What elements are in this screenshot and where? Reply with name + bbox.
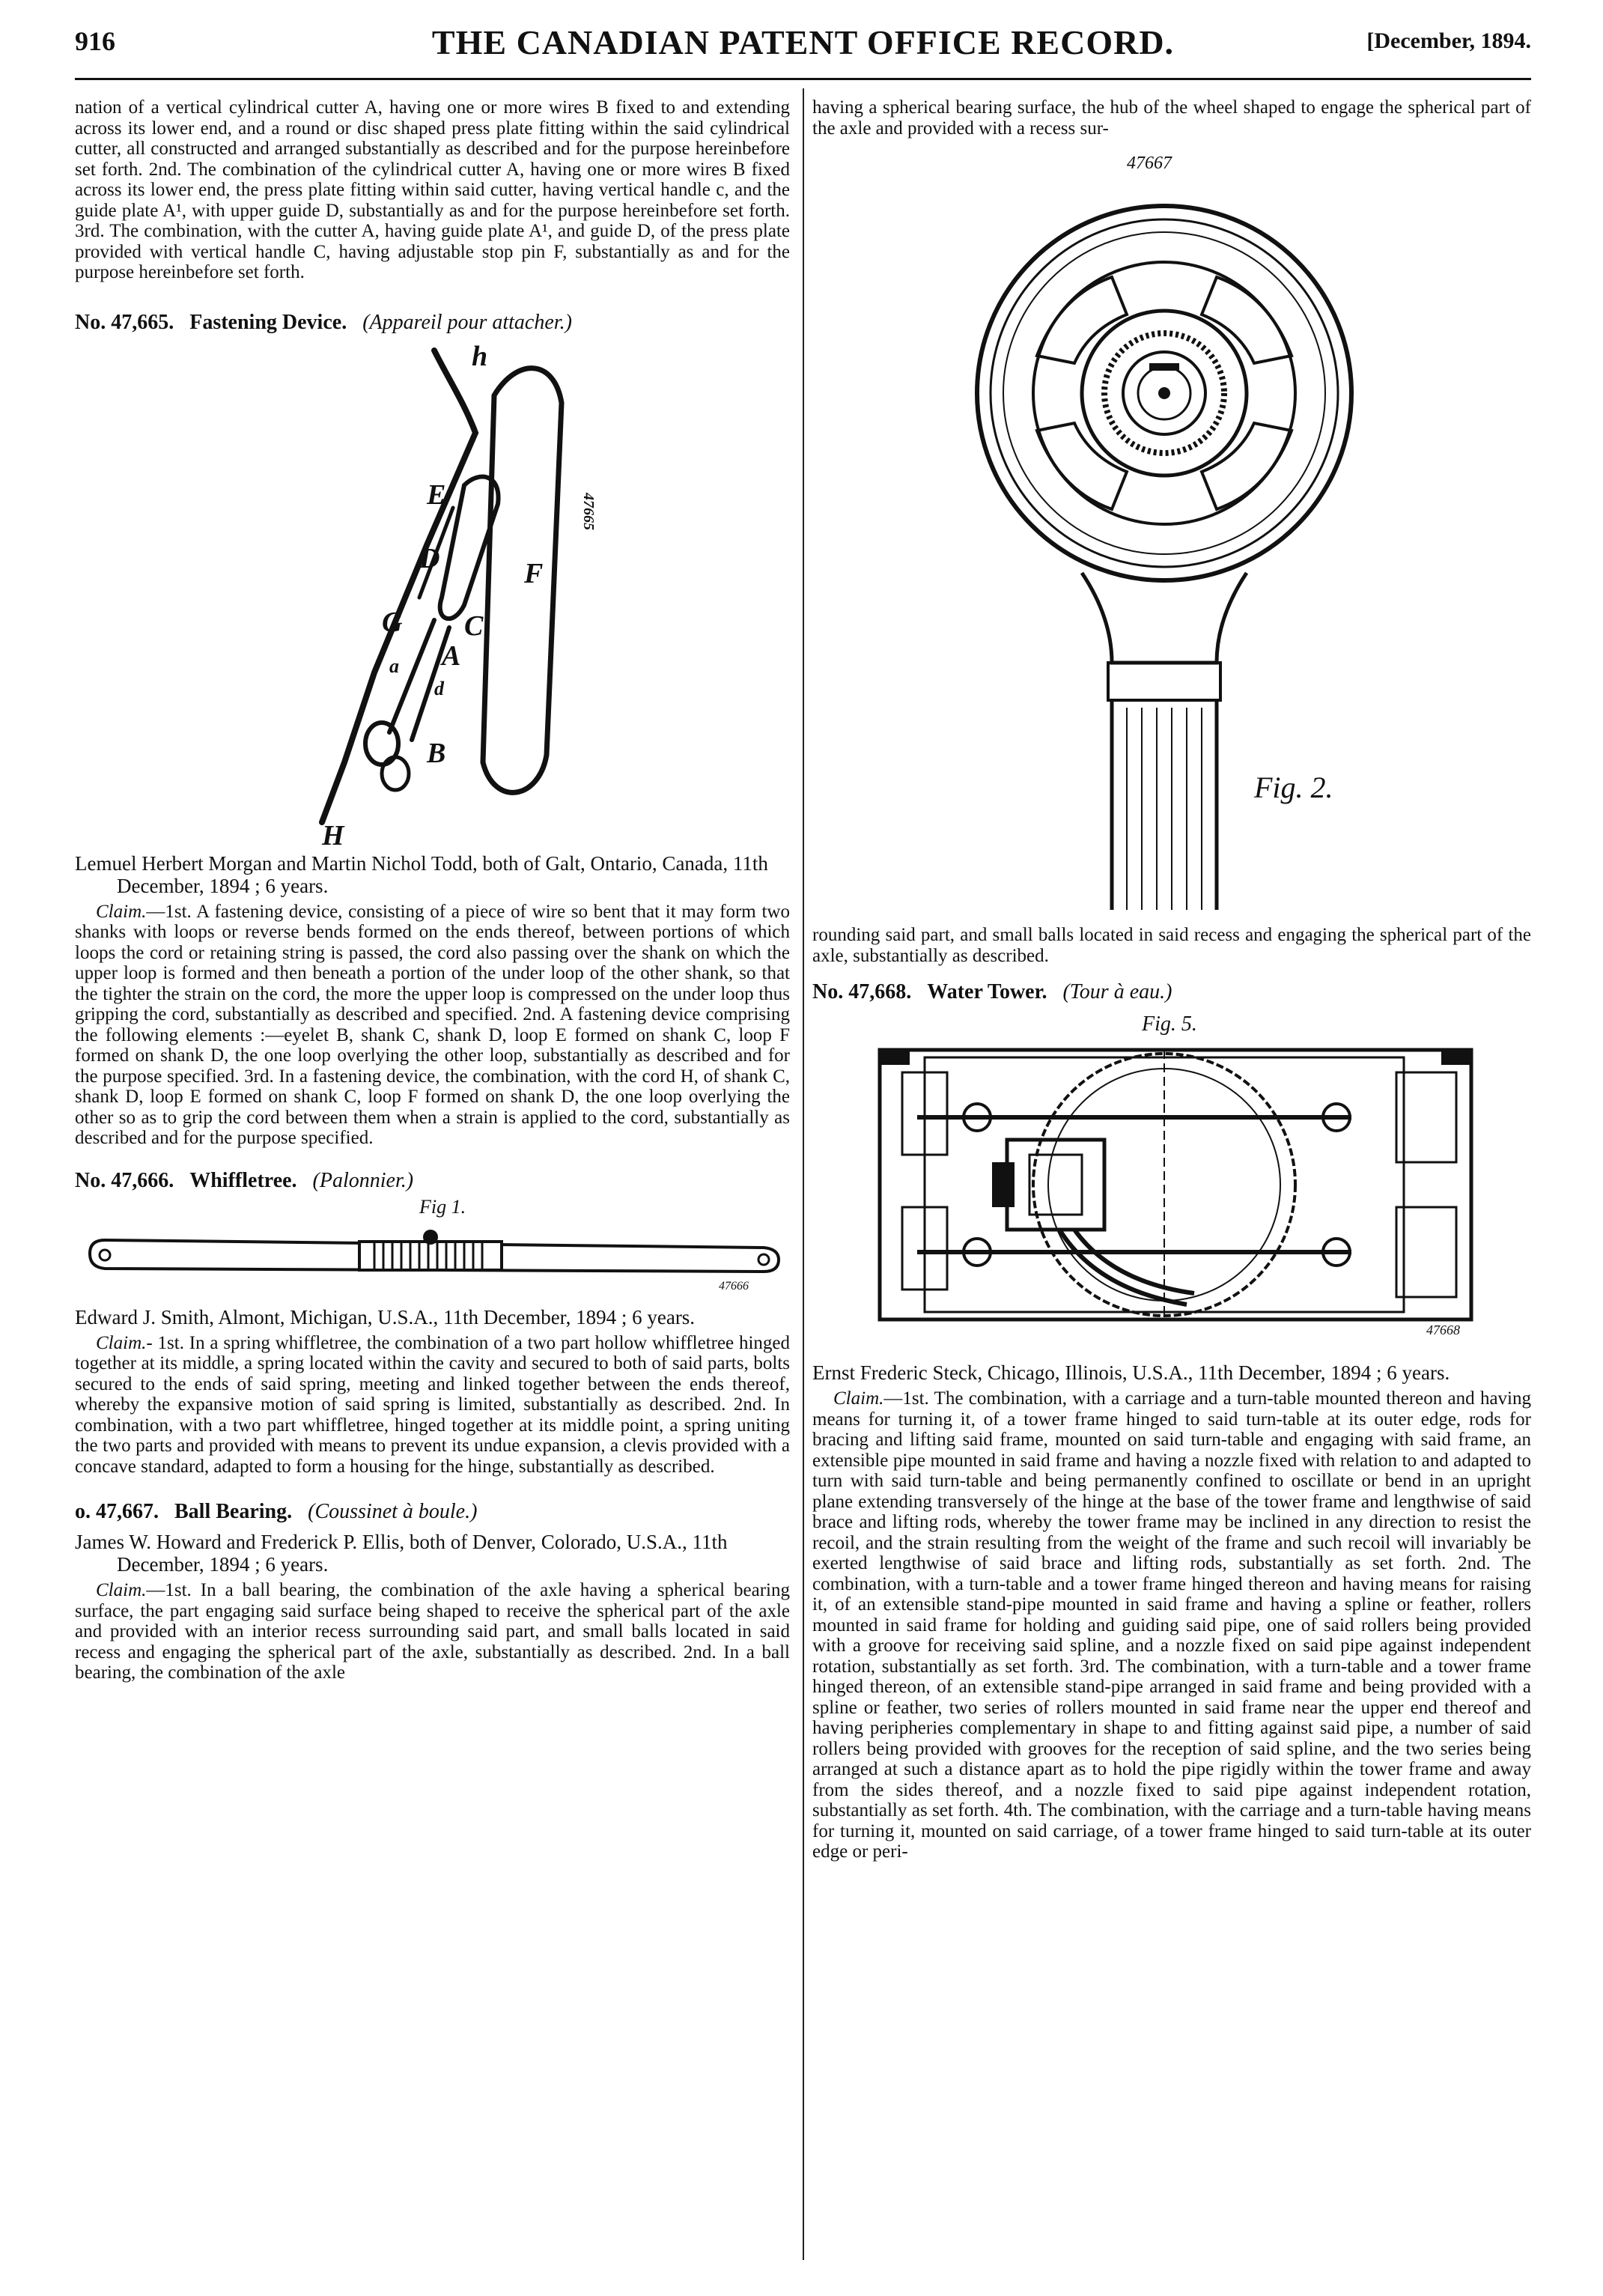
label-h-bottom: H	[322, 819, 344, 851]
water-tower-figure	[812, 1005, 1531, 1357]
patent-heading	[812, 980, 1531, 1005]
patent-47668	[812, 980, 1531, 1862]
water-tower-drawing	[812, 1005, 1531, 1357]
patent-french-title: (Tour à eau.)	[1062, 980, 1172, 1003]
continuation-text-bottom: rounding said part, and small balls located in said recess and engaging the spherical part of the axle, substantially as described.	[812, 925, 1531, 966]
patent-title: Fastening Device.	[189, 310, 347, 334]
patent-number: o. 47,667.	[75, 1500, 159, 1523]
patent-french-title: (Appareil pour attacher.)	[362, 310, 572, 334]
figure-caption: Fig. 5.	[1142, 1012, 1197, 1036]
left-column	[75, 97, 790, 1683]
inventors: Edward J. Smith, Almont, Michigan, U.S.A., 11th December, 1894 ; 6 years.	[75, 1305, 696, 1328]
figure-patent-number: 47668	[1426, 1322, 1460, 1337]
fastening-device-figure	[75, 335, 790, 852]
claim	[75, 902, 790, 1149]
claim-text: —1st. In a ball bearing, the combination of the axle having a spherical bearing surface, the part engaging said surface being shaped to receive the spherical part of the axle and provided with an interior recess surrounding said part, and small balls located in said recess and engaging the spherical part of the axle, substantially as described. 2nd. In a ball bearing, the combination of the axle	[75, 1580, 790, 1683]
patent-heading	[75, 1168, 790, 1194]
claim	[75, 1333, 790, 1477]
figure-caption: Fig. 2.	[1254, 771, 1333, 804]
figure-patent-number: 47665	[580, 492, 597, 530]
column-divider	[803, 88, 804, 2260]
page-number: 916	[75, 26, 115, 56]
header-rule	[75, 78, 1531, 80]
inventors: James W. Howard and Frederick P. Ellis, both of Denver, Colorado, U.S.A., 11th December, 1894 ; 6 years.	[75, 1531, 728, 1576]
claim-label: Claim.	[96, 1580, 147, 1600]
patent-number: No. 47,668.	[812, 980, 912, 1003]
whiffletree-figure	[75, 1194, 790, 1306]
claim-text: —1st. A fastening device, consisting of a piece of wire so bent that it may form two shanks with loops or reverse bends formed on the ends thereof, between portions of which loops the cord or retaining string is passed, the cord also passing over the shank on which the upper loop is formed and then beneath a portion of the under loop of the other shank, so that the tighter the strain on the cord, the more the upper loop is compressed on the under loop thus gripping the cord, substantially as described and specified. 2nd. A fastening device comprising the following elements :—eyelet B, shank C, shank D, loop E formed on shank C, loop F formed on shank D, the one loop overlying the other loop, substantially as described and for the purpose specified. 3rd. In a fastening device, the combination, with the cord H, of shank C, shank D, loop E formed on shank C, loop F formed on shank D, the one loop overlying the other so as to grip the cord between them when a strain is applied to the cord, substantially as described and for the purpose specified.	[75, 901, 790, 1148]
patent-french-title: (Coussinet à boule.)	[308, 1500, 478, 1523]
patent-number: No. 47,665.	[75, 310, 174, 334]
label-e: E	[427, 479, 446, 511]
claim	[812, 1388, 1531, 1862]
claim-label: Claim.	[833, 1388, 884, 1409]
patent-title: Ball Bearing.	[174, 1500, 293, 1523]
patent-number: No. 47,666.	[75, 1168, 174, 1192]
patent-heading	[75, 1499, 790, 1525]
figure-caption: Fig 1.	[419, 1195, 466, 1218]
patent-47666	[75, 1168, 790, 1477]
claim-text: —1st. The combination, with a carriage and a turn-table mounted thereon and having means for turning it, of a tower frame hinged to said turn-table at its outer edge, rods for bracing and lifting said frame, mounted on said turn-table and engaging with said frame, an extensible pipe mounted in said frame and having a nozzle fixed with relation to and adapted to turn with said turn-table and being permanently confined to oscillate or bend in an upright plane extending transversely of the hinge at the base of the tower frame and lengthwise of said brace and lifting rods, whereby the tower frame may be inclined in any direction to resist the recoil, and the strain resulting from the weight of the frame and such recoil will invariably be exerted lengthwise of said brace and lifting rods, substantially as set forth. 2nd. The combination, with a turn-table and a tower frame hinged thereon and having means for raising it, of an extensible stand-pipe mounted in said frame and having a spline or feather, rollers mounted in said frame for holding and guiding said pipe, one of said rollers being provided with a groove for receiving said spline, and a nozzle fixed on said pipe against independent rotation, substantially as set forth. 3rd. The combination, with a turn-table and a tower frame hinged thereon, of an extensible stand-pipe arranged in said frame and being provided with a spline or feather, two series of rollers mounted in said frame near the upper end thereof and having peripheries complementary in shape to and fitting against said pipe, a number of said rollers being provided with grooves for the reception of said spline, and the two series being arranged at such a distance apart as to hold the pipe rigidly within the tower frame and away from the sides thereof, and a nozzle fixed to said pipe against independent rotation, substantially as set forth. 4th. The combination, with the carriage and a turn-table having means for turning it, mounted on said carriage, of a tower frame hinged to said turn-table at its outer edge or peri-	[812, 1388, 1531, 1862]
label-g: G	[382, 606, 403, 638]
label-h-top: h	[472, 340, 488, 372]
patent-heading	[75, 310, 790, 335]
fastening-device-drawing	[75, 335, 790, 852]
continuation-text: nation of a vertical cylindrical cutter A, having one or more wires B fixed to and extending across its lower end, and a round or disc shaped press plate fitting within the said cylindrical cutter, all constructed and arranged substantially as described and for the purpose hereinbefore set forth. 2nd. The combination of the cylindrical cutter A, having one or more wires B fixed across its lower end, the press plate fitting within said cutter, having vertical handle c, and the guide plate A¹, with upper guide D, substantially as and for the purpose hereinbefore set forth. 3rd. The combination, with the cutter A, having guide plate A¹, and guide D, of the press plate provided with vertical handle C, having adjustable stop pin F, substantially as and for the purpose hereinbefore set forth.	[75, 97, 790, 282]
journal-title: THE CANADIAN PATENT OFFICE RECORD.	[431, 23, 1175, 61]
claim	[75, 1580, 790, 1683]
figure-patent-number: 47667	[1127, 154, 1172, 173]
patent-47665	[75, 310, 790, 1149]
label-d-small: d	[434, 677, 444, 699]
patent-french-title: (Palonnier.)	[312, 1168, 414, 1192]
label-a: A	[442, 640, 461, 672]
page-header	[75, 22, 1531, 67]
right-column	[812, 97, 1531, 1862]
label-c: C	[464, 610, 484, 642]
label-f: F	[524, 557, 544, 589]
ball-bearing-figure	[812, 139, 1531, 925]
claim-text: - 1st. In a spring whiffletree, the combination of a two part hollow whiffletree hinged together at its middle, a spring located within the cavity and secured to both of said parts, bolts secured to the ends of said spring, meeting and linked together between the ends thereof, whereby the expansive motion of said spring is limited, substantially as described. 2nd. In combination, with a two part whiffletree, hinged together at its middle point, a spring uniting the two parts and provided with means to prevent its undue expansion, a clevis provided with a concave standard, adapted to form a housing for the hinge, substantially as described.	[75, 1332, 790, 1477]
inventors: Ernst Frederic Steck, Chicago, Illinois, U.S.A., 11th December, 1894 ; 6 years.	[812, 1361, 1450, 1384]
figure-patent-number: 47666	[719, 1279, 749, 1293]
label-d: D	[419, 542, 440, 574]
ball-bearing-drawing	[812, 139, 1531, 925]
patent-47667	[75, 1499, 790, 1683]
whiffletree-drawing	[75, 1194, 790, 1306]
claim-label: Claim.	[96, 901, 147, 922]
patent-title: Whiffletree.	[189, 1168, 297, 1192]
inventors: Lemuel Herbert Morgan and Martin Nichol Todd, both of Galt, Ontario, Canada, 11th December, 1894 ; 6 years.	[75, 851, 768, 897]
label-b: B	[427, 737, 446, 769]
patent-title: Water Tower.	[927, 980, 1047, 1003]
label-a-small: a	[389, 655, 399, 677]
issue-date: [December, 1894.	[1366, 28, 1531, 53]
claim-label: Claim.	[96, 1332, 147, 1353]
continuation-text-top: having a spherical bearing surface, the hub of the wheel shaped to engage the spherical part of the axle and provided with a recess sur-	[812, 97, 1531, 139]
